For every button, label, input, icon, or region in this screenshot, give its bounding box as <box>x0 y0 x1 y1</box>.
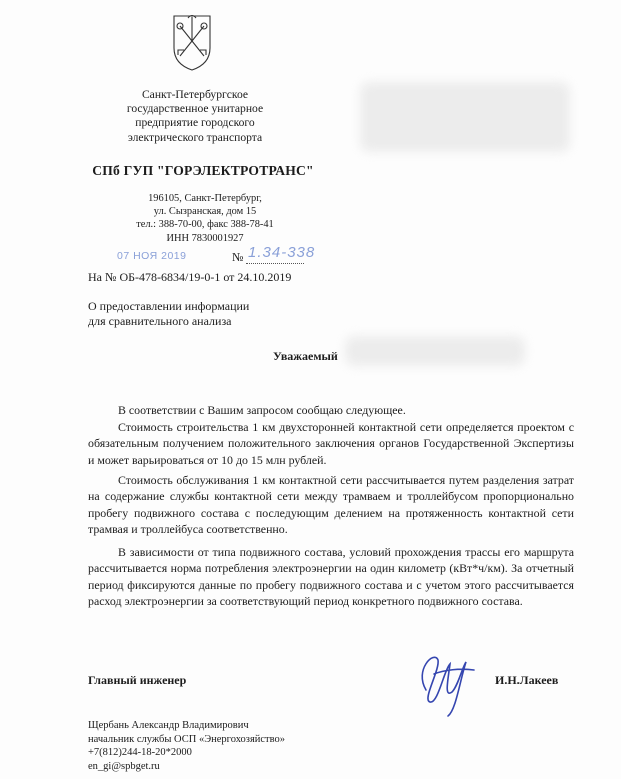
salutation: Уважаемый <box>273 349 338 363</box>
contact-line: Щербань Александр Владимирович <box>88 720 249 731</box>
contact-line: начальник службы ОСП «Энергохозяйство» <box>88 733 286 745</box>
org-line: предприятие городского <box>135 116 255 130</box>
paragraph-text: В зависимости от типа подвижного состава, условий прохождения трассы его маршрута рассчитывается норма потребления электроэнергии на один километр (кВт*ч/км). За отчетный период фиксируются данные по пробегу подвижного состава и с учетом этого рассчитывается расход электроэнергии за соответствующий период конкретного подвижного состава. <box>88 545 574 608</box>
spb-coat-of-arms-icon <box>168 12 216 72</box>
contact-line: en_gi@spbget.ru <box>88 760 160 772</box>
number-label: № <box>232 250 244 264</box>
org-address <box>110 192 300 245</box>
org-line: Санкт-Петербургское <box>141 88 249 101</box>
paragraph-text: Стоимость обслуживания 1 км контактной сети рассчитывается путем разделения затрат на содержание службы контактной сети между трамваем и троллейбусом пропорционально пробегу подвижного состава с последующим делением на протяженность контактной сети трамвая и троллейбуса соответственно. <box>88 473 574 536</box>
signer-position: Главный инженер <box>88 673 187 687</box>
paragraph-text: Стоимость строительства 1 км двухсторонней контактной сети определяется проектом с обязательным получением положительного заключения органов Государственной Экспертизы и может варьироваться от 10 до 15 млн рублей. <box>88 420 574 467</box>
contact-line: +7(812)244-18-20*2000 <box>88 747 192 759</box>
body-paragraph-1 <box>88 402 574 418</box>
body-paragraph-2 <box>88 419 574 468</box>
address-line: тел.: 388-70-00, факс 388-78-41 <box>136 219 274 231</box>
address-line: 196105, Санкт-Петербург, <box>148 193 262 204</box>
subject-line: для сравнительного анализа <box>88 314 232 329</box>
org-line: государственное унитарное <box>126 102 264 116</box>
subject <box>88 299 249 329</box>
contact-info <box>88 719 285 773</box>
signer-name: И.Н.Лакеев <box>495 673 559 687</box>
body-paragraph-3 <box>88 472 574 537</box>
number-underline <box>246 263 304 264</box>
org-line: электрического транспорта <box>127 130 263 144</box>
reference-line: На № ОБ-478-6834/19-0-1 от 24.10.2019 <box>88 270 292 284</box>
date-stamp: 07 НОЯ 2019 <box>117 250 187 262</box>
registration-number: 1.34-338 <box>248 244 316 261</box>
handwritten-signature-icon <box>404 640 484 720</box>
body-paragraph-4 <box>88 544 574 609</box>
org-name: СПб ГУП "ГОРЭЛЕКТРОТРАНС" <box>92 163 314 178</box>
org-header <box>88 88 302 145</box>
redacted-addressee <box>360 82 570 152</box>
redacted-name <box>345 336 525 366</box>
address-line: ИНН 7830001927 <box>166 232 244 244</box>
subject-line: О предоставлении информации <box>88 299 250 313</box>
address-line: ул. Сызранская, дом 15 <box>153 206 257 218</box>
paragraph-text: В соответствии с Вашим запросом сообщаю следующее. <box>118 403 406 417</box>
